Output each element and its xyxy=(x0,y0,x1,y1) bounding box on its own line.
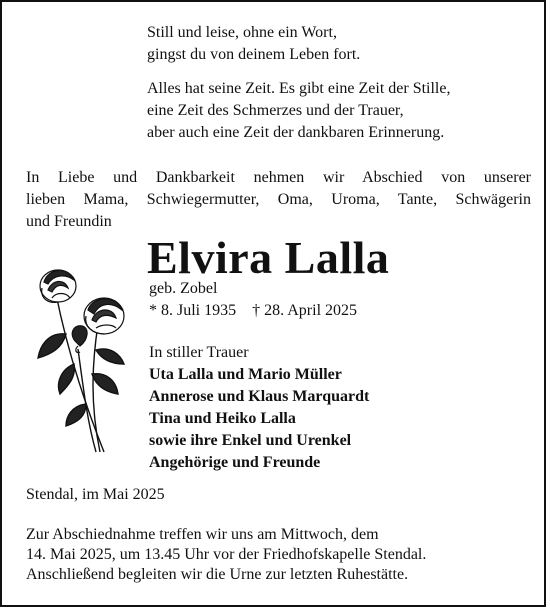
mourners-list xyxy=(149,342,369,474)
life-dates: * 8. Juli 1935 † 28. April 2025 xyxy=(149,302,358,319)
mourner-entry: Angehörige und Freunde xyxy=(149,454,321,471)
intro-line: und Freundin xyxy=(26,213,112,230)
intro-text xyxy=(26,167,531,233)
mourners-heading: In stiller Trauer xyxy=(149,344,249,361)
mourner-entry: sowie ihre Enkel und Urenkel xyxy=(149,432,352,449)
poem-line: gingst du von deinem Leben fort. xyxy=(147,46,361,63)
notice-line: Anschließend begleiten wir die Urne zur letzten Ruhestätte. xyxy=(26,566,409,583)
intro-line: In Liebe und Dankbarkeit nehmen wir Abschied von unserer xyxy=(26,169,531,186)
notice-line: Zur Abschiednahme treffen wir uns am Mittwoch, dem xyxy=(26,526,379,543)
place-date: Stendal, im Mai 2025 xyxy=(26,486,165,503)
mourner-entry: Annerose und Klaus Marquardt xyxy=(149,388,370,405)
mourner-entry: Tina und Heiko Lalla xyxy=(149,410,296,427)
poem xyxy=(147,22,450,144)
birth-name: geb. Zobel xyxy=(149,280,218,297)
poem-line: aber auch eine Zeit der dankbaren Erinnerung. xyxy=(147,124,445,141)
poem-stanza-2 xyxy=(147,78,450,144)
funeral-notice xyxy=(26,525,426,585)
poem-line: eine Zeit des Schmerzes und der Trauer, xyxy=(147,102,404,119)
poem-stanza-1 xyxy=(147,22,450,66)
poem-line: Still und leise, ohne ein Wort, xyxy=(147,24,337,41)
deceased-name: Elvira Lalla xyxy=(147,232,390,283)
poem-line: Alles hat seine Zeit. Es gibt eine Zeit der Stille, xyxy=(147,80,451,97)
intro-line: lieben Mama, Schwiegermutter, Oma, Uroma, Tante, Schwägerin xyxy=(26,191,531,208)
notice-line: 14. Mai 2025, um 13.45 Uhr vor der Friedhofskapelle Stendal. xyxy=(26,546,427,563)
roses-illustration-icon xyxy=(26,254,136,454)
mourner-entry: Uta Lalla und Mario Müller xyxy=(149,366,342,383)
